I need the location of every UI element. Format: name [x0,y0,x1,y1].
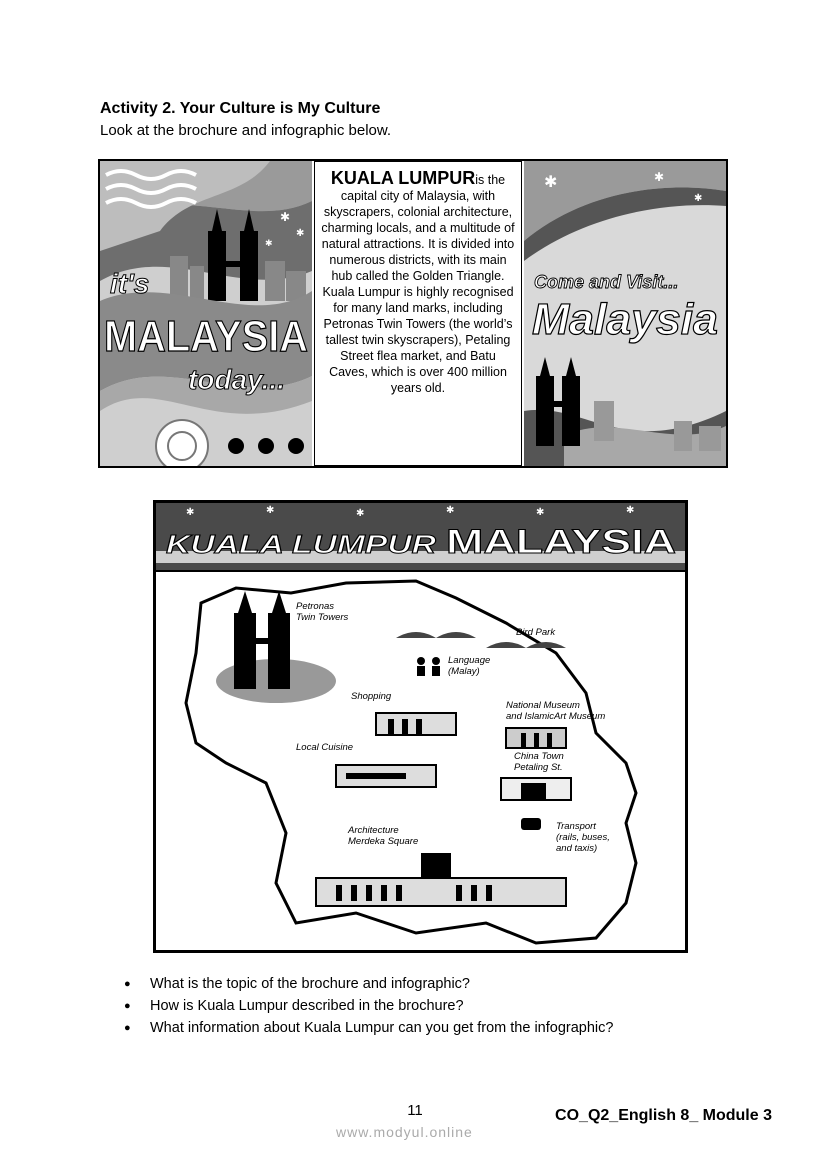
module-code: CO_Q2_English 8_ Module 3 [555,1107,772,1124]
label-cuisine: Local Cuisine [296,742,354,753]
label-towers-1: Petronas [296,601,335,612]
svg-text:✱: ✱ [186,507,195,518]
svg-text:✱: ✱ [446,505,455,516]
brochure-right-line2: Malaysia [532,295,718,344]
label-transport-1: Transport [556,821,596,832]
svg-text:✱: ✱ [694,193,703,204]
svg-text:✱: ✱ [356,508,365,519]
question-list [120,973,613,1039]
brochure-right-line1: Come and Visit... [534,272,679,292]
infographic [153,500,688,953]
svg-text:✱: ✱ [280,210,291,224]
svg-text:✱: ✱ [626,505,635,516]
activity-instruction: Look at the brochure and infographic below. [100,122,392,139]
infographic-banner-right: MALAYSIA [446,523,676,561]
label-museum-2: and IslamicArt Museum [506,711,606,722]
brochure-left-line1: it's [110,268,150,299]
question-item: ● What is the topic of the brochure and infographic? [120,973,613,995]
brochure-body: the capital city of Malaysia, with skyscrapers, colonial architecture, charming locals, and a multitude of natural attractions. It is divided into numerous districts, with its main hub called the Golden Triangle. Kuala Lumpur is highly recognised for many land marks, including Petronas Twin Towers (the world’s tallest twin skyscrapers), Petaling Street flea market, and Batu Caves, which is over 400 million years old. [321,173,515,395]
question-item: ● How is Kuala Lumpur described in the brochure? [120,995,613,1017]
label-china-2: Petaling St. [514,762,563,773]
brochure-heading: KUALA LUMPUR [330,168,476,188]
brochure-right-panel [524,161,726,466]
brochure-left-panel [100,161,312,466]
svg-text:✱: ✱ [654,170,665,184]
label-bird-park: Bird Park [516,627,556,638]
label-language-2: (Malay) [448,666,480,677]
svg-text:✱: ✱ [266,505,275,516]
brochure-middle-panel [314,161,522,466]
infographic-art [156,503,685,950]
brochure-heading-suffix: is [475,173,485,187]
label-architecture-1: Architecture [348,825,399,836]
question-item: ● What information about Kuala Lumpur can you get from the infographic? [120,1017,613,1039]
infographic-banner-left: KUALA LUMPUR [166,529,437,559]
brochure-left-line3: today... [188,364,285,395]
label-china-1: China Town [514,751,564,762]
watermark: www.modyul.online [336,1124,473,1140]
label-transport-3: and taxis) [556,843,598,854]
brochure [98,159,728,468]
svg-text:✱: ✱ [536,507,545,518]
brochure-right-art [524,161,726,466]
label-transport-2: (rails, buses, [556,832,610,843]
label-towers-2: Twin Towers [296,612,349,623]
svg-text:✱: ✱ [544,174,558,191]
brochure-left-line2: MALAYSIA [104,312,308,361]
activity-title: Activity 2. Your Culture is My Culture [100,100,381,117]
label-architecture-2: Merdeka Square [348,836,419,847]
label-language-1: Language [448,655,491,666]
svg-text:✱: ✱ [296,228,305,239]
page-number: 11 [407,1102,423,1119]
brochure-left-art [100,161,312,466]
label-museum-1: National Museum [506,700,580,711]
svg-text:✱: ✱ [265,238,273,248]
label-shopping: Shopping [351,691,392,702]
